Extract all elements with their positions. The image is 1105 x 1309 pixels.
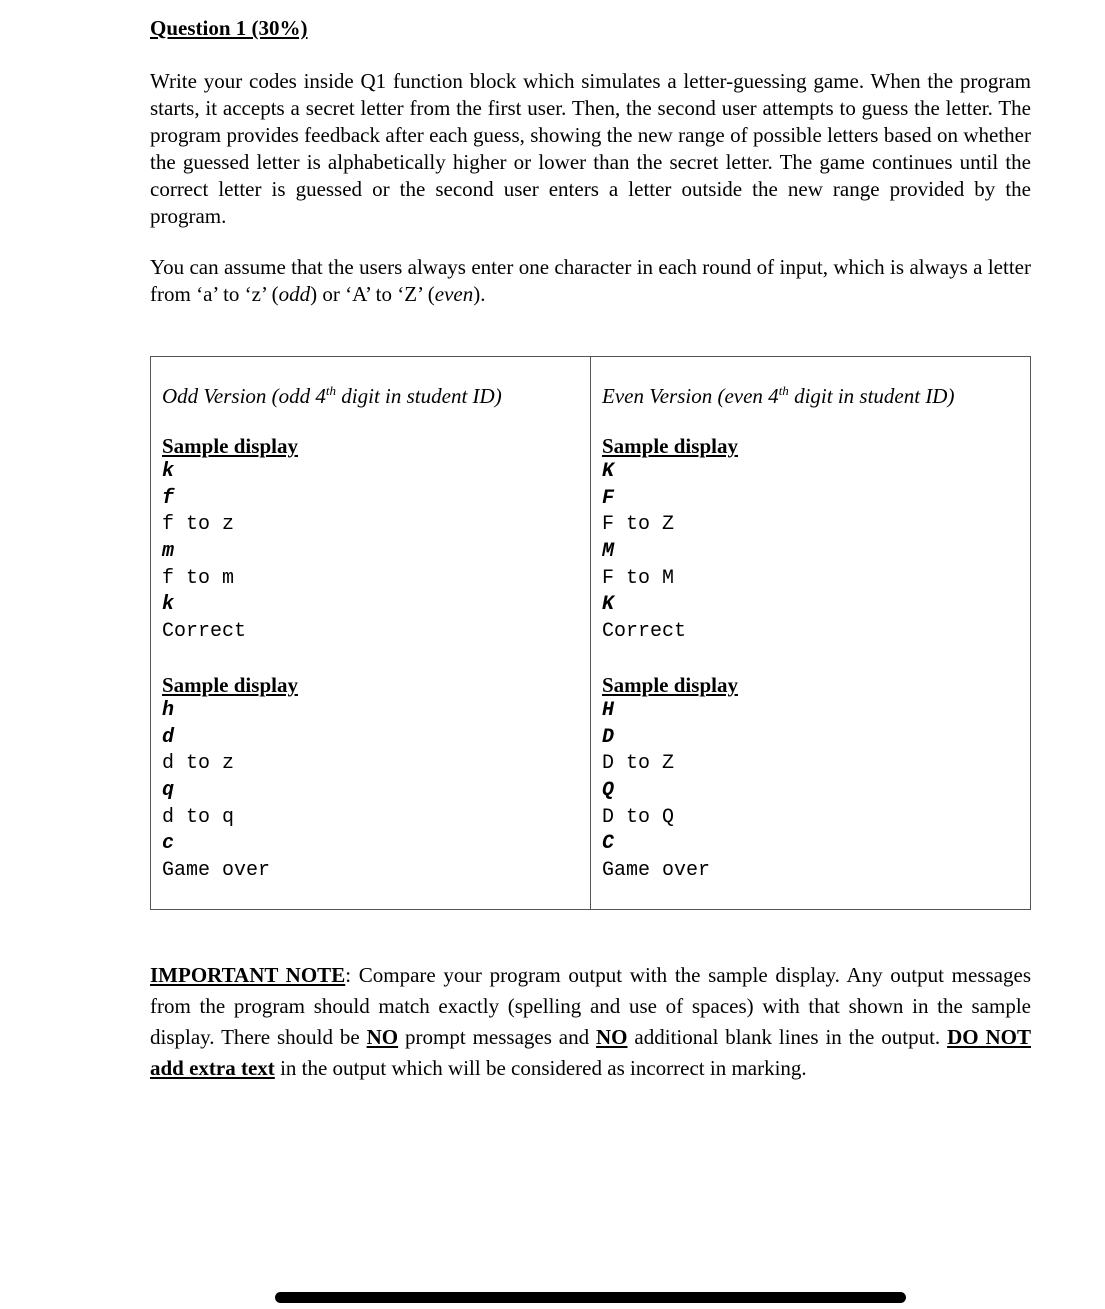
- odd-version-title: [162, 382, 502, 410]
- home-indicator-bar[interactable]: [275, 1292, 906, 1303]
- program-output-line: F to M: [602, 566, 675, 590]
- user-input-line: c: [162, 832, 175, 856]
- odd-version-column: [151, 357, 590, 909]
- user-input-line: K: [602, 593, 615, 617]
- even-title-sup: th: [778, 383, 789, 398]
- user-input-line: H: [602, 699, 615, 722]
- odd-sample-1: [162, 433, 562, 646]
- program-output-line: Correct: [602, 620, 687, 644]
- assume-text-3: ).: [473, 282, 486, 306]
- odd-title-pre: Odd Version (odd 4: [162, 384, 326, 408]
- odd-title-sup: th: [325, 383, 337, 398]
- even-sample-1: [602, 433, 1002, 646]
- note-text-1: : Compare your program output with the sample display. Any output messages from the program should match exactly (spelling and use of spaces) with that shown in the sample display. There should be: [150, 963, 1031, 1049]
- user-input-line: m: [162, 540, 175, 564]
- user-input-line: K: [602, 460, 615, 483]
- even-sample-2: [602, 672, 1002, 885]
- program-output-line: Game over: [602, 859, 711, 883]
- user-input-line: h: [162, 699, 175, 722]
- even-word: even: [434, 282, 474, 306]
- note-text-2: prompt messages and: [398, 1025, 597, 1049]
- even-title-post: digit in student ID): [788, 384, 955, 408]
- user-input-line: D: [602, 725, 615, 749]
- assume-text-1: You can assume that the users always enter one character in each round of input, which is always a letter from ‘a’ to ‘z’ (: [150, 255, 1031, 306]
- program-output-line: D to Q: [602, 805, 675, 829]
- user-input-line: k: [162, 593, 175, 617]
- user-input-line: k: [162, 460, 175, 483]
- user-input-line: q: [162, 779, 175, 803]
- user-input-line: C: [602, 832, 615, 856]
- sample-display-title: Sample display: [602, 434, 738, 458]
- program-output-line: f to z: [162, 513, 235, 537]
- important-note: [150, 960, 1031, 1084]
- program-output-line: D to Z: [602, 752, 675, 776]
- program-output-line: Correct: [162, 620, 247, 644]
- program-output-line: Game over: [162, 859, 271, 883]
- program-output-line: d to z: [162, 752, 235, 776]
- user-input-line: f: [162, 486, 175, 510]
- note-no-2: NO: [596, 1025, 628, 1049]
- user-input-line: Q: [602, 779, 615, 803]
- odd-word: odd: [278, 282, 311, 306]
- sample-display-title: Sample display: [162, 434, 298, 458]
- note-text-4: in the output which will be considered as incorrect in marking.: [274, 1056, 807, 1080]
- note-no-1: NO: [366, 1025, 399, 1049]
- program-output-line: f to m: [162, 566, 235, 590]
- user-input-line: F: [602, 486, 615, 510]
- sample-display-title: Sample display: [162, 673, 298, 697]
- even-title-pre: Even Version (even 4: [602, 384, 779, 408]
- user-input-line: d: [162, 725, 175, 749]
- question-heading: Question 1 (30%): [150, 16, 308, 40]
- note-text-3: additional blank lines in the output.: [627, 1025, 948, 1049]
- assume-text-2: ) or ‘A’ to ‘Z’ (: [310, 282, 435, 306]
- user-input-line: M: [602, 540, 615, 564]
- odd-sample-2: [162, 672, 562, 885]
- program-output-line: d to q: [162, 805, 235, 829]
- even-version-title: [602, 382, 954, 410]
- program-output-line: F to Z: [602, 513, 675, 537]
- sample-table: [150, 356, 1031, 910]
- sample-display-title: Sample display: [602, 673, 738, 697]
- intro-paragraph: Write your codes inside Q1 function block which simulates a letter-guessing game. When the program starts, it accepts a secret letter from the first user. Then, the second user attempts to guess the letter. The program provides feedback after each guess, showing the new range of possible letters based on whether the guessed letter is alphabetically higher or lower than the secret letter. The game continues until the correct letter is guessed or the second user enters a letter outside the new range provided by the program.: [150, 69, 1031, 228]
- even-version-column: [590, 357, 1029, 909]
- odd-title-post: digit in student ID): [336, 384, 502, 408]
- note-do-not: DO NOT add extra text: [150, 1025, 1031, 1080]
- note-label: IMPORTANT NOTE: [150, 963, 346, 987]
- assumption-paragraph: [150, 254, 1031, 308]
